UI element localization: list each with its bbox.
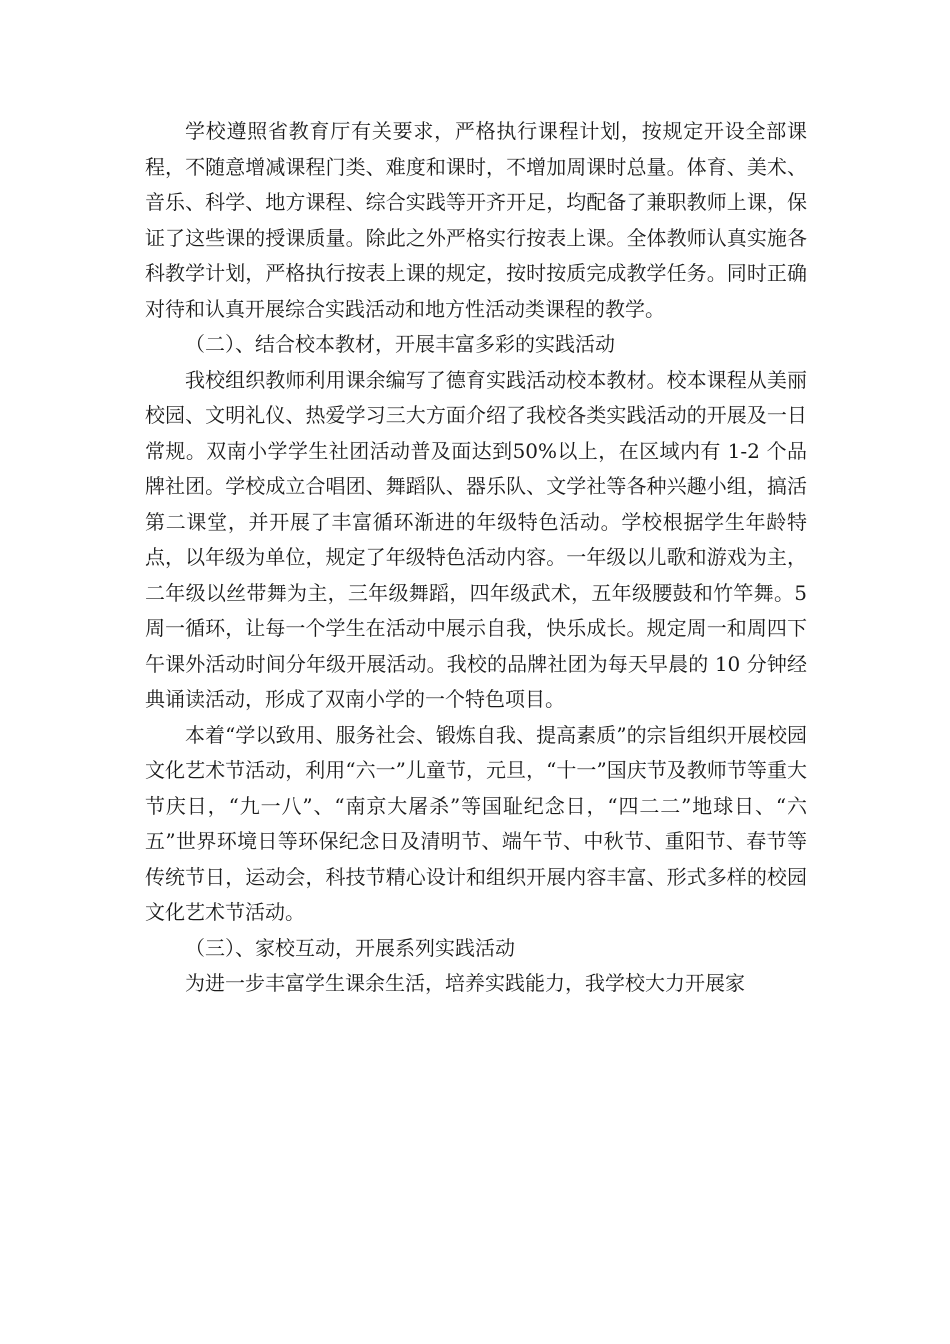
section-heading-2: （二）、结合校本教材，开展丰富多彩的实践活动 <box>185 332 615 356</box>
paragraph-curriculum: 学校遵照省教育厅有关要求，严格执行课程计划，按规定开设全部课程，不随意增减课程门类、难度和课时，不增加周课时总量。体育、美术、音乐、科学、地方课程、综合实践等开齐开足，均配备了兼职教师上课，保证了这些课的授课质量。除此之外严格实行按表上课。全体教师认真实施各科教学计划，严格执行按表上课的规定，按时按质完成教学任务。同时正确对待和认真开展综合实践活动和地方性活动类课程的教学。 <box>145 119 807 321</box>
paragraph-school-textbook: 我校组织教师利用课余编写了德育实践活动校本教材。校本课程从美丽校园、文明礼仪、热爱学习三大方面介绍了我校各类实践活动的开展及一日常规。双南小学学生社团活动普及面达到50%以上，在区域内有 1-2 个品牌社团。学校成立合唱团、舞蹈队、器乐队、文学社等各种兴趣小组，搞活第二课堂，并开展了丰富循环渐进的年级特色活动。学校根据学生年龄特点，以年级为单位，规定了年级特色活动内容。一年级以儿歌和游戏为主，二年级以丝带舞为主，三年级舞蹈，四年级武术，五年级腰鼓和竹竿舞。5 周一循环，让每一个学生在活动中展示自我，快乐成长。规定周一和周四下午课外活动时间分年级开展活动。我校的品牌社团为每天早晨的 10 分钟经典诵读活动，形成了双南小学的一个特色项目。 <box>145 367 807 711</box>
paragraph-art-festival: 本着“学以致用、服务社会、锻炼自我、提高素质”的宗旨组织开展校园文化艺术节活动，利用“六一”儿童节，元旦，“十一”国庆节及教师节等重大节庆日，“九一八”、“南京大屠杀”等国耻纪念日，“四二二”地球日、“六五”世界环境日等环保纪念日及清明节、端午节、中秋节、重阳节、春节等传统节日，运动会，科技节精心设计和组织开展内容丰富、形式多样的校园文化艺术节活动。 <box>145 722 807 924</box>
document-body <box>145 114 807 1002</box>
section-heading-3: （三）、家校互动，开展系列实践活动 <box>185 935 515 960</box>
paragraph-home-school: 为进一步丰富学生课余生活，培养实践能力，我学校大力开展家 <box>185 971 745 995</box>
